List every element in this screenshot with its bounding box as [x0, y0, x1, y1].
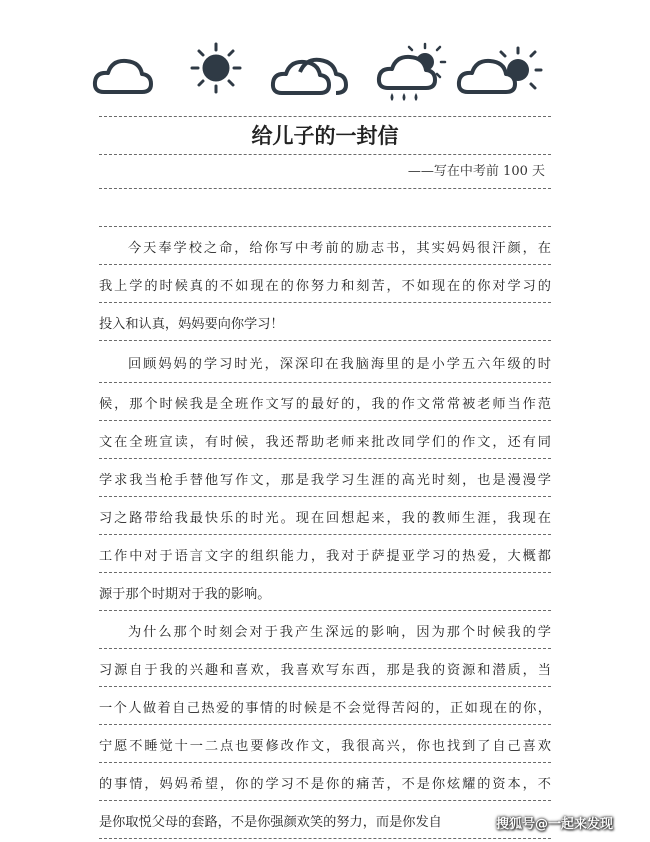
- text-line: 文在全班宣读，有时候，我还帮助老师来批改同学们的作文，还有同: [99, 435, 551, 450]
- rule-line: [99, 648, 551, 649]
- cloud-sun-icon: [459, 48, 541, 92]
- text-line: 的事情，妈妈希望，你的学习不是你的痛苦，不是你炫耀的资本，不: [99, 777, 551, 792]
- rule-line: [99, 496, 551, 497]
- rule-line: [99, 724, 551, 725]
- weather-icon-row: [0, 0, 650, 112]
- letter-title: 给儿子的一封信: [251, 124, 399, 148]
- text-line: 我上学的时候真的不如现在的你努力和刻苦，不如现在的你对学习的: [99, 279, 551, 294]
- rule-line: [99, 154, 551, 155]
- text-line: 候，那个时候我是全班作文写的最好的，我的作文常常被老师当作范: [99, 397, 551, 412]
- text-line: 源于那个时期对于我的影响。: [99, 587, 271, 602]
- letter-subtitle: ——写在中考前 100 天: [407, 164, 545, 179]
- text-line: 是你取悦父母的套路，不是你强颜欢笑的努力，而是你发自: [99, 815, 442, 830]
- rule-line: [99, 762, 551, 763]
- text-line: 宁愿不睡觉十一二点也要修改作文，我很高兴，你也找到了自己喜欢: [99, 739, 551, 754]
- text-line: 为什么那个时刻会对于我产生深远的影响，因为那个时候我的学: [128, 625, 551, 640]
- sun-icon: [192, 44, 240, 92]
- text-line: 习之路带给我最快乐的时光。现在回想起来，我的教师生涯，我现在: [99, 511, 551, 526]
- rule-line: [99, 264, 551, 265]
- rule-line: [99, 188, 551, 189]
- cloud-icon: [95, 61, 151, 92]
- rule-line: [99, 458, 551, 459]
- rule-line: [99, 420, 551, 421]
- text-line: 工作中对于语言文字的组织能力，我对于萨提亚学习的热爱，大概都: [99, 549, 551, 564]
- rule-line: [99, 610, 551, 611]
- rule-line: [99, 382, 551, 383]
- rule-line: [99, 686, 551, 687]
- rule-line: [99, 226, 551, 227]
- rule-line: [99, 800, 551, 801]
- rule-line: [99, 116, 551, 117]
- text-line: 回顾妈妈的学习时光，深深印在我脑海里的是小学五六年级的时: [128, 357, 551, 372]
- text-line: 投入和认真，妈妈要向你学习！: [99, 317, 284, 332]
- text-line: 习源自于我的兴趣和喜欢，我喜欢写东西，那是我的资源和潜质，当: [99, 663, 551, 678]
- watermark: 搜狐号@一起来发现: [496, 817, 614, 832]
- rule-line: [99, 302, 551, 303]
- text-line: 今天奉学校之命，给你写中考前的励志书，其实妈妈很汗颜，在: [128, 241, 551, 256]
- rule-line: [99, 572, 551, 573]
- rule-line: [99, 838, 551, 839]
- text-line: 一个人做着自己热爱的事情的时候是不会觉得苦闷的，正如现在的你，: [99, 701, 551, 716]
- text-line: 学求我当枪手替他写作文，那是我学习生涯的高光时刻，也是漫漫学: [99, 473, 551, 488]
- rain-cloud-sun-icon: [379, 44, 445, 101]
- double-cloud-icon: [273, 60, 346, 93]
- rule-line: [99, 534, 551, 535]
- rule-line: [99, 340, 551, 341]
